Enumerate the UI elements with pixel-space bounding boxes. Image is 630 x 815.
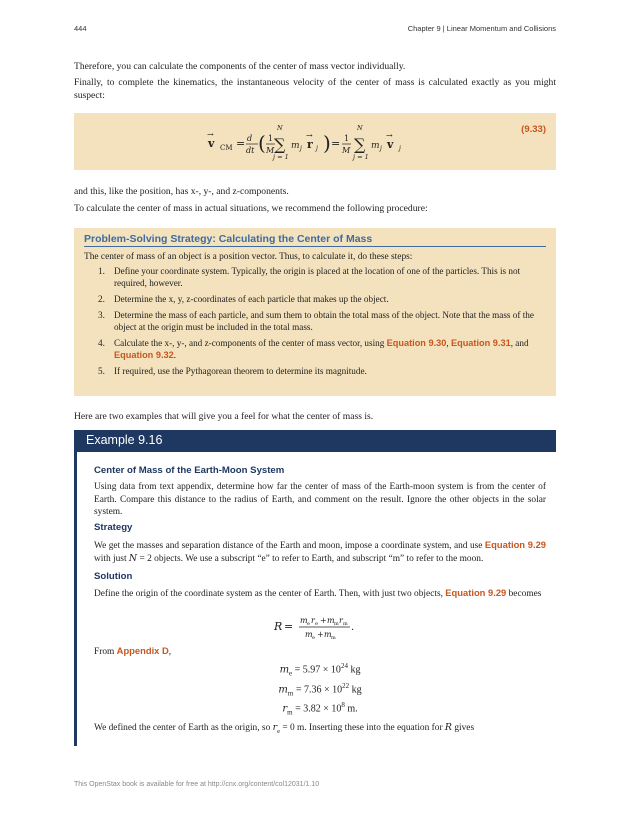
example-problem: Using data from text appendix, determine how far the center of mass of the Earth-moon system is from the center of Earth. Compare this distance to the radius of Earth, and comment on the result. Ignore the other objects in the solar system. <box>94 482 546 517</box>
paragraph-velocity-intro: Finally, to complete the kinematics, the instantaneous velocity of the center of mass is calculated exactly as you might suspect: <box>74 77 556 101</box>
svg-text:j: j <box>316 145 318 152</box>
moon-distance-value: $r_m = 3.82 \times 10^8$ m. <box>282 701 358 717</box>
paragraph-components-note: and this, like the position, has x-, y-, and z-components. <box>74 186 289 197</box>
equation-9-31-link[interactable]: Equation 9.31 <box>450 338 511 348</box>
svg-text:m: m <box>343 621 348 627</box>
svg-text:1: 1 <box>344 134 350 143</box>
problem-solving-strategy <box>74 228 556 396</box>
svg-text:m: m <box>327 616 335 625</box>
svg-text:CM: CM <box>220 144 233 152</box>
center-of-mass-equation <box>94 612 546 642</box>
svg-text:.: . <box>351 622 355 633</box>
svg-text:+: + <box>317 630 324 639</box>
svg-text:r: r <box>339 616 343 625</box>
equation-number: (9.33) <box>521 124 546 135</box>
svg-text:M: M <box>342 146 351 155</box>
svg-text:v: v <box>208 137 215 150</box>
paragraph-components: Therefore, you can calculate the components of the center of mass vector individually. <box>74 61 406 72</box>
equation-9-32-link[interactable]: Equation 9.32 <box>114 350 174 360</box>
svg-text:R: R <box>274 620 283 633</box>
equation-9-33 <box>74 113 556 170</box>
strategy-step: 5. If required, use the Pythagorean theorem to determine its magnitude. <box>98 366 367 376</box>
svg-text:m: m <box>331 635 336 641</box>
solution-text: Define the origin of the coordinate system as the center of Earth. Then, with just two objects, Equation 9.29 becomes <box>94 587 542 599</box>
strategy-step: 1. Define your coordinate system. Typically, the origin is placed at the location of one of the particles. This is not required, however. <box>98 266 521 288</box>
svg-text:j: j <box>380 145 382 152</box>
equation-9-29-link[interactable]: Equation 9.29 <box>484 539 546 550</box>
svg-text:d: d <box>247 134 253 143</box>
svg-text:=: = <box>236 137 246 150</box>
appendix-d-link[interactable]: Appendix D <box>116 645 169 656</box>
svg-text:→: → <box>386 131 393 140</box>
footer-note: This OpenStax book is available for free at http://cnx.org/content/col12031/1.10 <box>74 781 320 788</box>
svg-text:m: m <box>291 141 300 151</box>
svg-text:→: → <box>207 130 214 139</box>
strategy-step: 4. Calculate the x-, y-, and z-components of the center of mass vector, using Equation 9.30, Equation 9.31, and Equation 9.32. <box>98 338 529 360</box>
paragraph-examples-intro: Here are two examples that will give you a feel for what the center of mass is. <box>74 411 374 422</box>
svg-text:r: r <box>311 616 315 625</box>
svg-text:): ) <box>323 131 331 155</box>
svg-text:N: N <box>277 124 283 132</box>
svg-text:m: m <box>305 630 313 639</box>
example-label: Example 9.16 <box>86 433 163 447</box>
svg-text:∑: ∑ <box>354 135 366 154</box>
example-left-rule <box>74 452 77 746</box>
strategy-step: 2. Determine the x, y, z-coordinates of each particle that makes up the object. <box>98 294 389 304</box>
svg-text:m: m <box>371 141 380 151</box>
svg-text:e: e <box>315 621 318 627</box>
svg-text:1: 1 <box>268 134 274 143</box>
svg-text:=: = <box>284 620 294 633</box>
final-text: We defined the center of Earth as the origin, so $r_e = 0$ m. Inserting these into the equation for R gives <box>94 722 475 735</box>
svg-text:r: r <box>307 138 313 151</box>
equation-box <box>74 113 556 170</box>
svg-text:+: + <box>320 616 327 625</box>
svg-text:m: m <box>300 616 308 625</box>
svg-text:→: → <box>306 131 313 140</box>
svg-text:m: m <box>324 630 332 639</box>
r-fraction <box>270 612 370 642</box>
example-heading: Center of Mass of the Earth-Moon System <box>94 465 285 476</box>
paragraph-procedure-intro: To calculate the center of mass in actual situations, we recommend the following procedure: <box>74 203 428 214</box>
strategy-steps <box>84 265 546 381</box>
svg-text:∑: ∑ <box>274 135 286 154</box>
svg-text:(: ( <box>258 131 266 155</box>
equation-9-30-link[interactable]: Equation 9.30 <box>386 338 447 348</box>
moon-mass-value: $m_m = 7.36 \times 10^{22}$ kg <box>278 682 362 698</box>
svg-text:e: e <box>312 635 315 641</box>
svg-text:j: j <box>300 145 302 152</box>
svg-text:j = 1: j = 1 <box>353 153 369 161</box>
svg-text:v: v <box>387 138 394 151</box>
strategy-step: 3. Determine the mass of each particle, and sum them to obtain the total mass of the object. Note that the mass of the object at the origin must be included in the total mass. <box>98 310 534 332</box>
strategy-title: Problem-Solving Strategy: Calculating the Center of Mass <box>84 233 546 247</box>
svg-text:m: m <box>334 621 339 627</box>
svg-text:M: M <box>266 146 275 155</box>
equation-9-29-link-2[interactable]: Equation 9.29 <box>445 587 507 598</box>
strategy-intro: The center of mass of an object is a position vector. Thus, to calculate it, do these steps: <box>84 252 413 262</box>
chapter-header: Chapter 9 | Linear Momentum and Collisions <box>407 24 556 33</box>
example-header <box>74 430 556 452</box>
earth-mass-value: $m_e = 5.97 \times 10^{24}$ kg <box>279 662 361 678</box>
page-number: 444 <box>74 24 87 33</box>
strategy-heading: Strategy <box>94 522 133 533</box>
svg-text:e: e <box>307 621 310 627</box>
svg-text:j = 1: j = 1 <box>273 153 289 161</box>
solution-heading: Solution <box>94 571 133 582</box>
svg-text:N: N <box>357 124 363 132</box>
svg-text:dt: dt <box>246 146 255 155</box>
strategy-text: We get the masses and separation distance of the Earth and moon, impose a coordinate system, and use Equation 9.29 with just N = 2 objects. We use a subscript “e” to refer to Earth, and subscript “m” to refer to the moon. <box>94 539 546 564</box>
from-appendix-text: From Appendix D, <box>94 645 172 657</box>
svg-text:=: = <box>331 137 341 150</box>
svg-text:j: j <box>399 145 401 152</box>
